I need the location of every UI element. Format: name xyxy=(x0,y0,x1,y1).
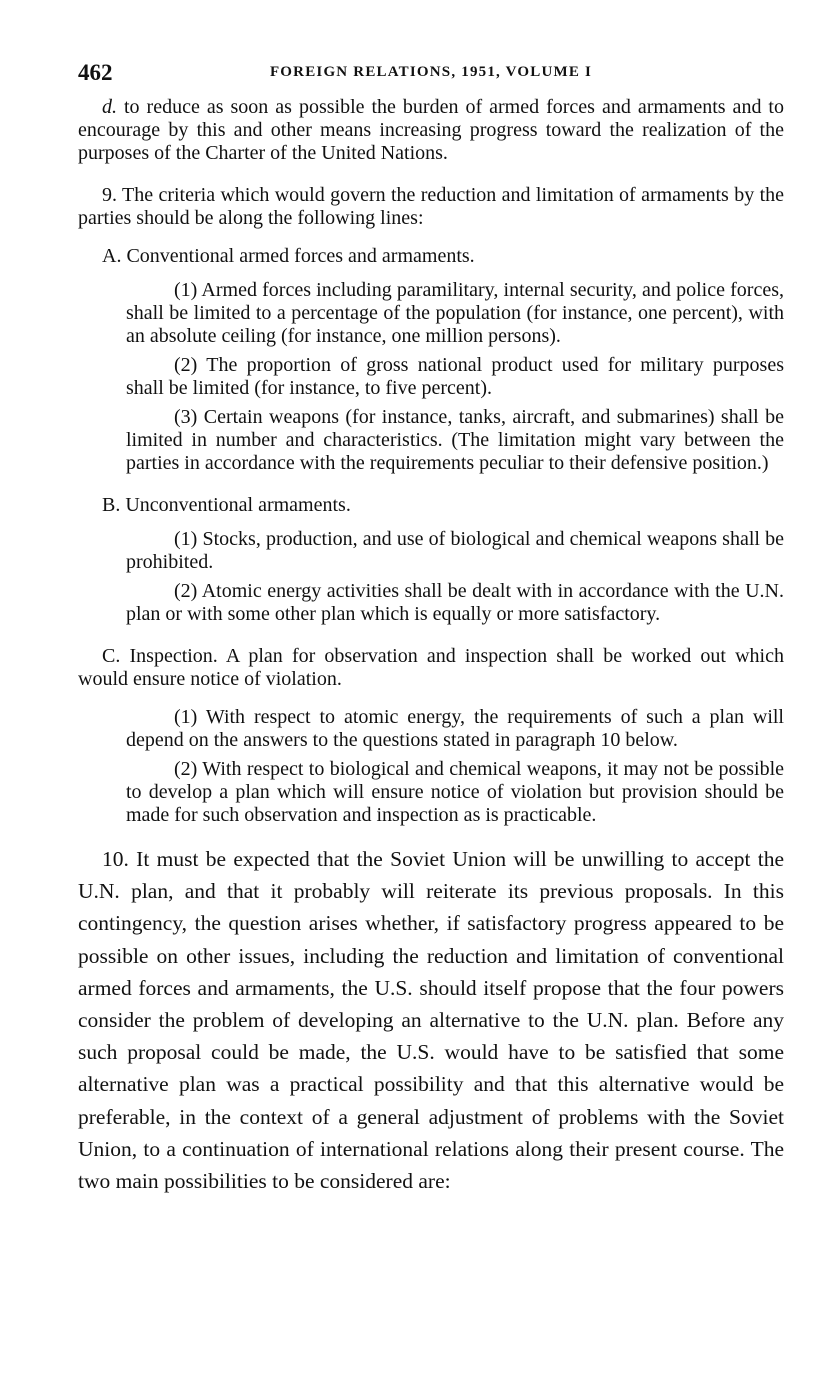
running-head: FOREIGN RELATIONS, 1951, VOLUME I xyxy=(269,64,593,80)
page-header xyxy=(78,58,784,92)
item-b1: (1) Stocks, production, and use of biological and chemical weapons shall be prohibited. xyxy=(126,528,784,573)
item-c2: (2) With respect to biological and chemical weapons, it may not be possible to develop a plan which will ensure notice of violation but provision should be made for such observation and inspection as is practicable. xyxy=(126,758,784,826)
paragraph-c-inspection: C. Inspection. A plan for observation and inspection shall be worked out which would ensure notice of violation. xyxy=(78,645,784,690)
item-c1: (1) With respect to atomic energy, the requirements of such a plan will depend on the answers to the questions stated in paragraph 10 below. xyxy=(126,706,784,751)
page-number: 462 xyxy=(78,60,113,85)
item-a3: (3) Certain weapons (for instance, tanks, aircraft, and submarines) shall be limited in number and characteristics. (The limitation might vary between the parties in accordance with the requirements peculiar to their defensive position.) xyxy=(126,406,784,474)
paragraph-d-label: d. xyxy=(102,96,117,118)
paragraph-d xyxy=(78,96,784,165)
page-body xyxy=(78,96,784,1197)
heading-a-conventional: A. Conventional armed forces and armaments. xyxy=(102,245,475,267)
paragraph-10: 10. It must be expected that the Soviet Union will be unwilling to accept the U.N. plan, and that it probably will reiterate its previous proposals. In this contingency, the question arises whether, if satisfactory progress appeared to be possible on other issues, including the reduction and limitation of conventional armed forces and armaments, the U.S. should itself propose that the four powers consider the problem of developing an alternative to the U.N. plan. Before any such proposal could be made, the U.S. would have to be satisfied that some alternative plan was a practical possibility and that this alternative would be preferable, in the context of a general adjustment of problems with the Soviet Union, to a continuation of international relations along their present course. The two main possibilities to be considered are: xyxy=(78,847,784,1194)
paragraph-d-text: to reduce as soon as possible the burden of armed forces and armaments and to encourage by this and other means increasing progress toward the realization of the purposes of the Charter of the United Nations. xyxy=(78,96,784,164)
heading-b-unconventional: B. Unconventional armaments. xyxy=(102,494,351,516)
item-a2: (2) The proportion of gross national product used for military purposes shall be limited (for instance, to five percent). xyxy=(126,354,784,399)
item-b2: (2) Atomic energy activities shall be dealt with in accordance with the U.N. plan or with some other plan which is equally or more satisfactory. xyxy=(126,580,784,625)
item-a1: (1) Armed forces including paramilitary, internal security, and police forces, shall be limited to a percentage of the population (for instance, one percent), with an absolute ceiling (for instance, one million persons). xyxy=(126,279,784,347)
paragraph-9: 9. The criteria which would govern the reduction and limitation of armaments by the parties should be along the following lines: xyxy=(78,184,784,229)
